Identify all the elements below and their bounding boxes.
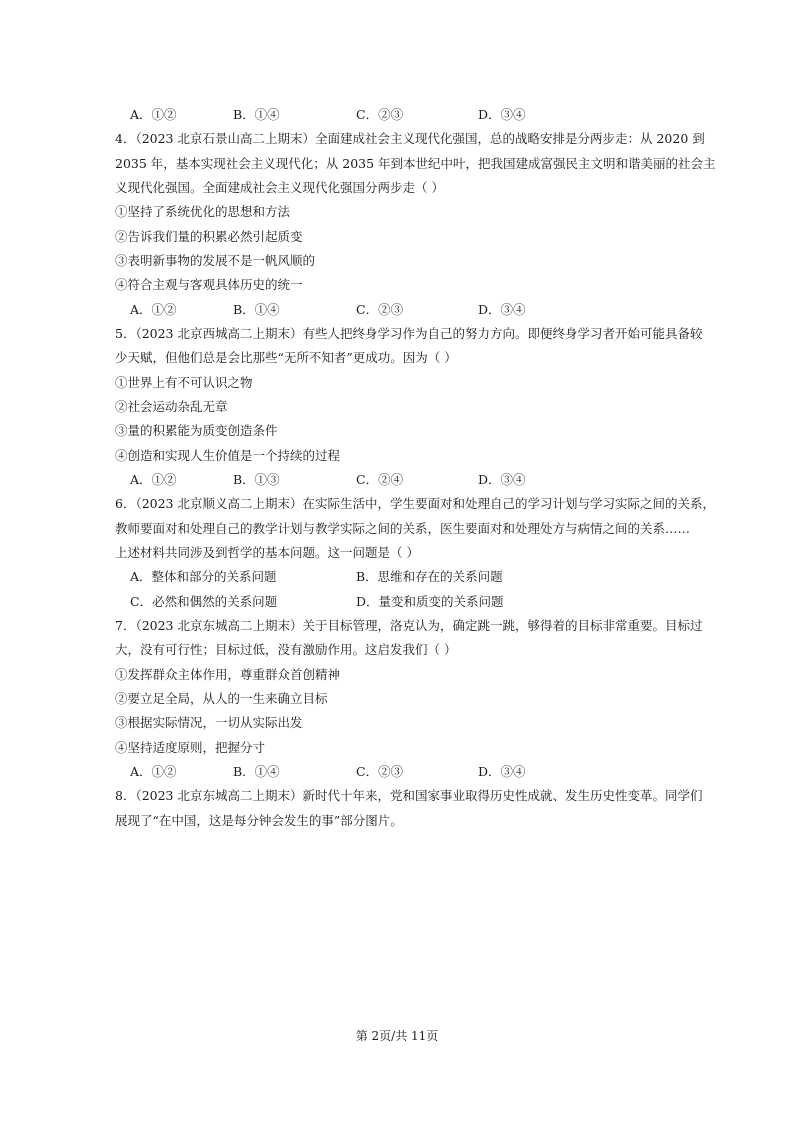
q8-stem-line-1: 8．（2023 北京东城高二上期末）新时代十年来，党和国家事业取得历史性成就、发生历史性变革。同学们 — [115, 788, 703, 803]
q6-stem-line-2: 教师要面对和处理自己的教学计划与教学实际之间的关系，医生要面对和处理处方与病情之间的关系…… — [115, 521, 691, 536]
q7-option-a: A．①② — [130, 764, 177, 779]
q6-option-b: B．思维和存在的关系问题 — [356, 569, 503, 584]
q4-stem-line-2: 2035 年，基本实现社会主义现代化；从 2035 年到本世纪中叶，把我国建成富强民主文明和谐美丽的社会主 — [115, 156, 716, 171]
q5-option-c: C．②④ — [356, 472, 404, 487]
q7-option-c: C．②③ — [356, 764, 404, 779]
q8-stem-line-2: 展现了“在中国，这是每分钟会发生的事”部分图片。 — [115, 813, 403, 828]
q5-stem-line-2: 少天赋，但他们总是会比那些“无所不知者”更成功。因为（ ） — [115, 350, 457, 365]
q3-options — [130, 107, 690, 123]
q4-stem-line-3: 义现代化强国。全面建成社会主义现代化强国分两步走（ ） — [115, 180, 444, 195]
q7-option-d: D．③④ — [478, 764, 526, 779]
q6-stem-line-3: 上述材料共同涉及到哲学的基本问题。这一问题是（ ） — [115, 545, 419, 560]
q4-item-4: ④符合主观与客观具体历史的统一 — [115, 277, 303, 292]
q7-stem-line-1: 7．（2023 北京东城高二上期末）关于目标管理，洛克认为，确定跳一跳，够得着的目标非常重要。目标过 — [115, 618, 703, 633]
q5-option-d: D．③④ — [478, 472, 526, 487]
q4-option-d: D．③④ — [478, 302, 526, 317]
q7-stem-line-2: 大，没有可行性；目标过低，没有激励作用。这启发我们（ ） — [115, 642, 457, 657]
q4-item-2: ②告诉我们量的积累必然引起质变 — [115, 229, 303, 244]
q3-option-d: D．③④ — [478, 107, 526, 122]
q5-stem-line-1: 5．（2023 北京西城高二上期末）有些人把终身学习作为自己的努力方向。即便终身学习者开始可能具备较 — [115, 326, 703, 341]
q6-stem-line-1: 6．（2023 北京顺义高二上期末）在实际生活中，学生要面对和处理自己的学习计划与学习实际之间的关系， — [115, 496, 715, 511]
q4-option-a: A．①② — [130, 302, 177, 317]
q5-item-3: ③量的积累能为质变创造条件 — [115, 423, 278, 438]
q4-options — [130, 302, 690, 318]
q7-options — [130, 764, 690, 780]
q5-option-b: B．①③ — [233, 472, 280, 487]
q5-item-2: ②社会运动杂乱无章 — [115, 399, 228, 414]
q5-options — [130, 472, 690, 488]
q7-item-4: ④坚持适度原则，把握分寸 — [115, 740, 266, 755]
q6-option-c: C．必然和偶然的关系问题 — [130, 594, 278, 609]
q5-item-1: ①世界上有不可认识之物 — [115, 375, 253, 390]
q3-option-b: B．①④ — [233, 107, 280, 122]
q4-option-b: B．①④ — [233, 302, 280, 317]
q4-item-1: ①坚持了系统优化的思想和方法 — [115, 204, 291, 219]
q7-item-2: ②要立足全局，从人的一生来确立目标 — [115, 691, 328, 706]
page-number-footer: 第 2页/共 11页 — [355, 1029, 439, 1043]
q6-options-row-2 — [130, 594, 690, 610]
q6-option-d: D．量变和质变的关系问题 — [356, 594, 504, 609]
q4-stem-line-1: 4．（2023 北京石景山高二上期末）全面建成社会主义现代化强国，总的战略安排是分两步走：从 2020 到 — [115, 131, 705, 146]
q7-item-1: ①发挥群众主体作用，尊重群众首创精神 — [115, 667, 341, 682]
q6-option-a: A．整体和部分的关系问题 — [130, 569, 277, 584]
q7-item-3: ③根据实际情况，一切从实际出发 — [115, 715, 303, 730]
q4-item-3: ③表明新事物的发展不是一帆风顺的 — [115, 253, 316, 268]
q5-option-a: A．①② — [130, 472, 177, 487]
q5-item-4: ④创造和实现人生价值是一个持续的过程 — [115, 448, 341, 463]
q3-option-c: C．②③ — [356, 107, 404, 122]
q3-option-a: A．①② — [130, 107, 177, 122]
q7-option-b: B．①④ — [233, 764, 280, 779]
q4-option-c: C．②③ — [356, 302, 404, 317]
q6-options-row-1 — [130, 569, 690, 585]
